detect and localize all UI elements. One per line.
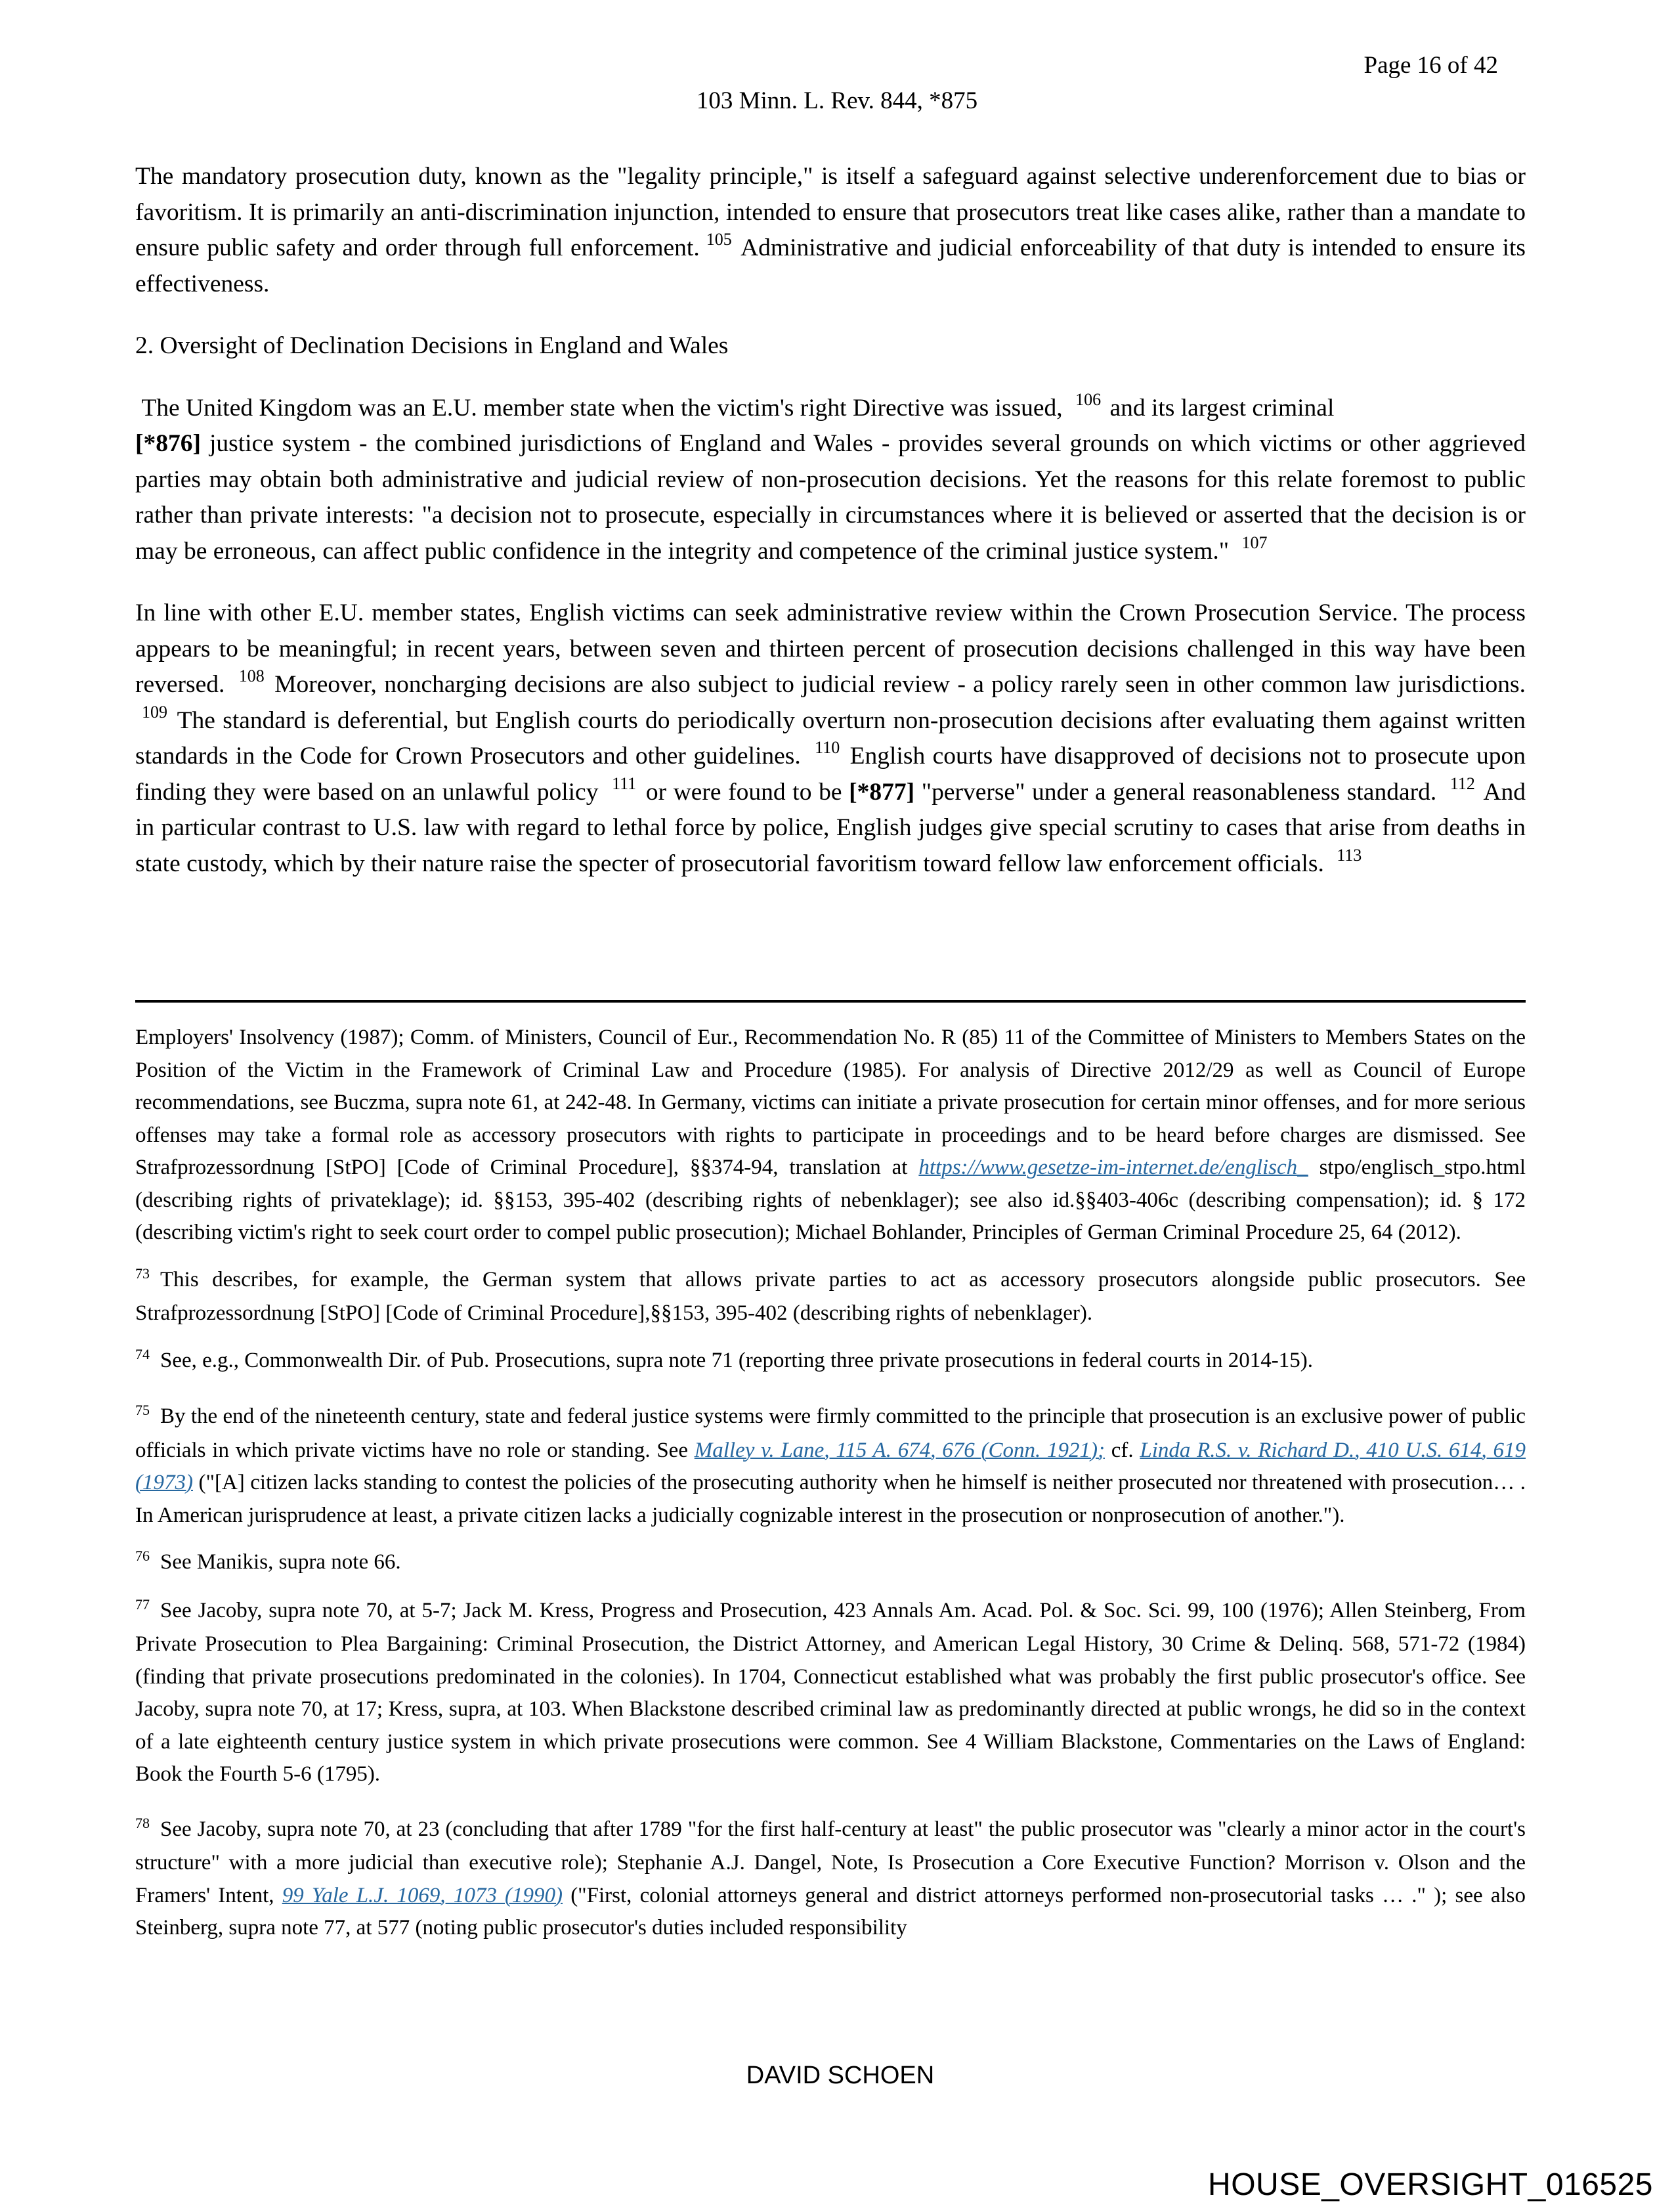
footnote-ref-109[interactable]: 109 <box>142 702 167 722</box>
page-number: Page 16 of 42 <box>1363 52 1498 79</box>
footnote-ref-113[interactable]: 113 <box>1337 845 1362 865</box>
footnote-ref-110[interactable]: 110 <box>815 738 840 757</box>
footnote-text: See Jacoby, supra note 70, at 23 (concluding that after 1789 "for the first half-century at least" the public prosecutor was "clearly a minor actor in the court's structure" with a more judicial than executive role); Stephanie A.J. Dangel, Note, Is Prosecution a Core Executive Function? Morrison v. Olson and the Framers' Intent, <box>135 1817 1526 1907</box>
footnote-number: 74 <box>135 1345 150 1362</box>
footnote-number: 75 <box>135 1402 150 1418</box>
link-gesetze-im-internet[interactable]: https://www.gesetze-im-internet.de/englisch_ <box>918 1156 1308 1179</box>
footer-author: DAVID SCHOEN <box>746 2062 935 2089</box>
footnote-76 <box>135 1546 1526 1580</box>
footnote-continued <box>135 1022 1526 1249</box>
footnote-number: 78 <box>135 1814 150 1831</box>
paragraph-text: and its largest criminal <box>1109 394 1335 422</box>
paragraph-text: The mandatory prosecution duty, known as the "legality principle," is itself a safeguard against selective underenforcement due to bias or favoritism. It is primarily an anti-discrimination injunction, intended to ensure that prosecutors treat like cases alike, rather than a mandate to ensure public safety and order through full enforcement. <box>135 163 1526 261</box>
paragraph-text: And in particular contrast to U.S. law with regard to lethal force by police, English judges give special scrutiny to cases that arise from deaths in state custody, which by their nature raise the specter of prosecutorial favoritism toward fellow law enforcement officials. <box>135 778 1526 877</box>
paragraph-text: Moreover, noncharging decisions are also subject to judicial review - a policy rarely seen in other common law jurisdictions. <box>274 671 1526 698</box>
footnote-number: 76 <box>135 1548 150 1564</box>
paragraph-text: "perverse" under a general reasonableness standard. <box>921 778 1437 806</box>
footnote-78 <box>135 1813 1526 1945</box>
footnote-text: See Manikis, supra note 66. <box>160 1550 401 1574</box>
footnote-ref-106[interactable]: 106 <box>1075 389 1102 409</box>
paragraph-text: The United Kingdom was an E.U. member state when the victim's right Directive was issued, <box>141 394 1063 422</box>
footnote-ref-112[interactable]: 112 <box>1449 773 1475 793</box>
main-body <box>135 159 1526 908</box>
footnote-74 <box>135 1345 1526 1379</box>
footnote-text: cf. <box>1111 1438 1134 1462</box>
footnote-ref-105[interactable]: 105 <box>706 230 732 249</box>
footnote-text: See Jacoby, supra note 70, at 5-7; Jack M. Kress, Progress and Prosecution, 423 Annals Am. Acad. Pol. & Soc. Sci. 99, 100 (1976); Allen Steinberg, From Private Prosecution to Plea Bargaining: Criminal Prosecution, the District Attorney, and American Legal History, 30 Crime & Delinq. 568, 571-72 (1984) (finding that private prosecutions predominated in the colonies). In 1704, Connecticut established what was probably the first public prosecutor's office. See Jacoby, supra note 70, at 17; Kress, supra, at 103. When Blackstone described criminal law as predominantly directed at public wrongs, he did so in the context of a late eighteenth century justice system in which private prosecutions were common. See 4 William Blackstone, Commentaries on the Laws of England: Book the Fourth 5-6 (1795). <box>135 1598 1526 1786</box>
section-heading: 2. Oversight of Declination Decisions in England and Wales <box>135 332 729 359</box>
footnote-text: By the end of the nineteenth century, state and federal justice systems were firmly committed to the principle that prosecution is an exclusive power of public officials in which private victims have no role or standing. See <box>135 1404 1526 1462</box>
footnote-73 <box>135 1264 1526 1330</box>
footnote-number: 77 <box>135 1595 150 1613</box>
bates-number: HOUSE_OVERSIGHT_016525 <box>1208 2167 1653 2202</box>
footnote-text: Employers' Insolvency (1987); Comm. of Ministers, Council of Eur., Recommendation No. R (85) 11 of the Committee of Ministers to Members States on the Position of the Victim in the Framework of Criminal Law and Procedure (1985). For analysis of Directive 2012/29 as well as Council of Europe recommendations, see Buczma, supra note 61, at 242-48. In Germany, victims can initiate a private prosecution for certain minor offenses, and for more serious offenses may take a formal role as accessory prosecutors with rights to participate in proceedings and to be heard before charges are dismissed. See Strafprozessordnung [StPO] [Code of Criminal Procedure], §§374-94, translation at <box>135 1026 1526 1179</box>
running-head: 103 Minn. L. Rev. 844, *875 <box>696 87 978 114</box>
paragraph-uk-oversight <box>135 391 1526 570</box>
paragraph-text: justice system - the combined jurisdictions of England and Wales - provides several grounds on which victims or other aggrieved parties may obtain both administrative and judicial review of non-prosecution decisions. Yet the reasons for this relate foremost to public rather than private interests: "a decision not to prosecute, especially in circumstances where it is believed or asserted that the decision is or may be erroneous, can affect public confidence in the integrity and competence of the criminal justice system." <box>135 430 1526 565</box>
star-page-876: [*876] <box>135 430 201 457</box>
star-page-877: [*877] <box>849 778 915 806</box>
link-malley-v-lane[interactable]: Malley v. Lane, 115 A. 674, 676 (Conn. 1921); <box>694 1438 1105 1462</box>
footnote-ref-107[interactable]: 107 <box>1241 532 1268 552</box>
paragraph-crown-prosecution <box>135 596 1526 882</box>
footnote-divider <box>135 1000 1526 1003</box>
paragraph-legality-principle <box>135 159 1526 302</box>
footnote-ref-111[interactable]: 111 <box>612 773 637 793</box>
footnotes <box>135 1022 1526 1959</box>
link-yale-lj[interactable]: 99 Yale L.J. 1069, 1073 (1990) <box>282 1883 563 1907</box>
paragraph-text: or were found to be <box>645 778 842 806</box>
footnote-75 <box>135 1400 1526 1532</box>
footnote-text: stpo/englisch_stpo.html (describing rights of privateklage); id. §§153, 395-402 (describing rights of nebenklager); see also id.§§403-406c (describing compensation); id. § 172 (describing victim's right to seek court order to compel public prosecution); Michael Bohlander, Principles of German Criminal Procedure 25, 64 (2012). <box>135 1156 1526 1244</box>
footnote-ref-108[interactable]: 108 <box>238 666 265 685</box>
footnote-text: ("First, colonial attorneys general and district attorneys performed non-prosecutorial tasks … ." ); see also Steinberg, supra note 77, at 577 (noting public prosecutor's duties included responsibility <box>135 1883 1526 1940</box>
footnote-text: ("[A] citizen lacks standing to contest the policies of the prosecuting authority when he himself is neither prosecuted nor threatened with prosecution… . In American jurisprudence at least, a private citizen lacks a judicially cognizable interest in the prosecution or nonprosecution of another."). <box>135 1471 1526 1527</box>
footnote-number: 73 <box>135 1265 150 1282</box>
footnote-text: See, e.g., Commonwealth Dir. of Pub. Prosecutions, supra note 71 (reporting three private prosecutions in federal courts in 2014-15). <box>160 1348 1313 1372</box>
paragraph-text: Administrative and judicial enforceability of that duty is intended to ensure its effectiveness. <box>135 234 1526 297</box>
paragraph-text: In line with other E.U. member states, English victims can seek administrative review within the Crown Prosecution Service. The process appears to be meaningful; in recent years, between seven and thirteen percent of prosecution decisions challenged in this way have been reversed. <box>135 599 1526 698</box>
paragraph-text: English courts have disapproved of decisions not to prosecute upon finding they were based on an unlawful policy <box>135 743 1526 806</box>
paragraph-text: The standard is deferential, but English courts do periodically overturn non-prosecution decisions after evaluating them against written standards in the Code for Crown Prosecutors and other guidelines. <box>135 706 1526 770</box>
link-linda-rs-v-richard-d[interactable]: Linda R.S. v. Richard D., 410 U.S. 614, 619 (1973) <box>135 1438 1526 1494</box>
footnote-77 <box>135 1595 1526 1791</box>
footnote-text: This describes, for example, the German system that allows private parties to act as accessory prosecutors alongside public prosecutors. See Strafprozessordnung [StPO] [Code of Criminal Procedure],§§153, 395-402 (describing rights of nebenklager). <box>135 1267 1526 1325</box>
